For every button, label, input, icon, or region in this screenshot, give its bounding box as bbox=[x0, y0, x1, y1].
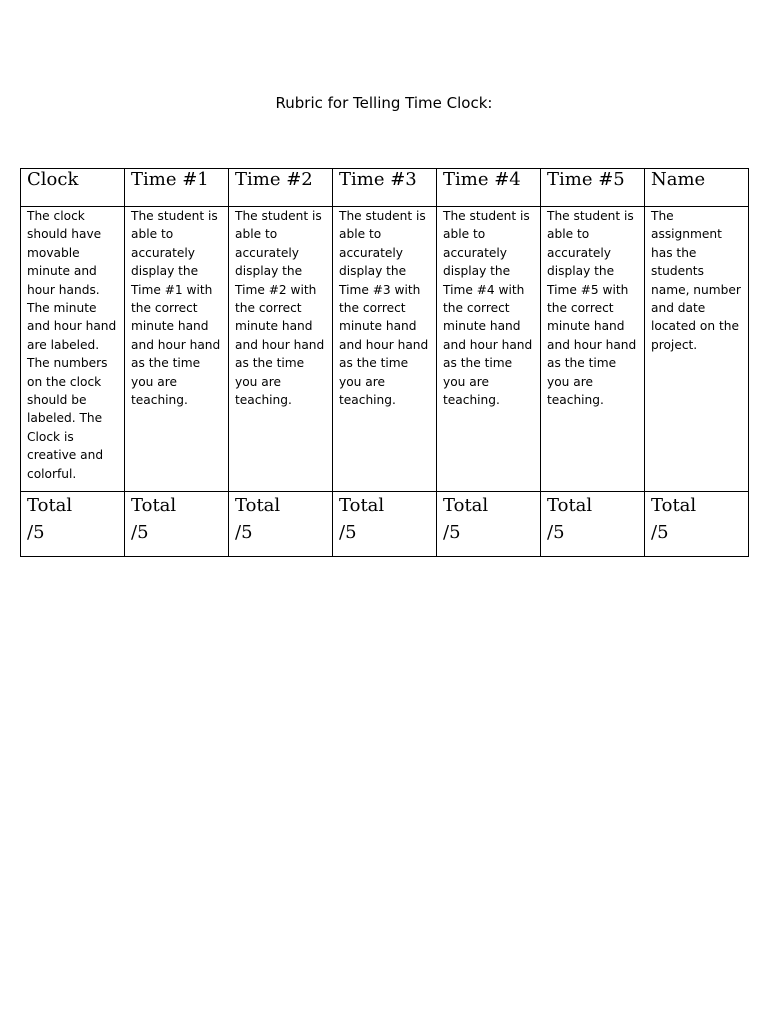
column-header-name: Name bbox=[645, 169, 749, 207]
column-header-clock: Clock bbox=[21, 169, 125, 207]
total-label: Total bbox=[131, 495, 177, 516]
table-total-row bbox=[21, 492, 749, 557]
total-cell-time-2 bbox=[229, 492, 333, 557]
column-header-time-4: Time #4 bbox=[437, 169, 541, 207]
total-score: /5 bbox=[651, 522, 669, 543]
total-score: /5 bbox=[547, 522, 565, 543]
total-cell-name bbox=[645, 492, 749, 557]
total-label: Total bbox=[651, 495, 697, 516]
criteria-cell-time-1: The student is able to accurately display the Time #1 with the correct minute hand and hour hand as the time you are teaching. bbox=[125, 207, 229, 492]
criteria-cell-time-5: The student is able to accurately display the Time #5 with the correct minute hand and hour hand as the time you are teaching. bbox=[541, 207, 645, 492]
total-cell-clock bbox=[21, 492, 125, 557]
table-header-row bbox=[21, 169, 749, 207]
total-cell-time-4 bbox=[437, 492, 541, 557]
document-title: Rubric for Telling Time Clock: bbox=[275, 94, 493, 112]
column-header-time-1: Time #1 bbox=[125, 169, 229, 207]
total-score: /5 bbox=[443, 522, 461, 543]
table-criteria-row bbox=[21, 207, 749, 492]
total-label: Total bbox=[235, 495, 281, 516]
total-score: /5 bbox=[339, 522, 357, 543]
column-header-time-5: Time #5 bbox=[541, 169, 645, 207]
total-label: Total bbox=[443, 495, 489, 516]
total-score: /5 bbox=[235, 522, 253, 543]
criteria-cell-name: The assignment has the students name, number and date located on the project. bbox=[645, 207, 749, 492]
criteria-cell-clock: The clock should have movable minute and hour hands. The minute and hour hand are labeled. The numbers on the clock should be labeled. The Clock is creative and colorful. bbox=[21, 207, 125, 492]
column-header-time-2: Time #2 bbox=[229, 169, 333, 207]
column-header-time-3: Time #3 bbox=[333, 169, 437, 207]
total-score: /5 bbox=[27, 522, 45, 543]
total-label: Total bbox=[339, 495, 385, 516]
criteria-cell-time-2: The student is able to accurately display the Time #2 with the correct minute hand and hour hand as the time you are teaching. bbox=[229, 207, 333, 492]
total-cell-time-1 bbox=[125, 492, 229, 557]
total-cell-time-5 bbox=[541, 492, 645, 557]
total-score: /5 bbox=[131, 522, 149, 543]
total-label: Total bbox=[27, 495, 73, 516]
total-label: Total bbox=[547, 495, 593, 516]
criteria-cell-time-3: The student is able to accurately display the Time #3 with the correct minute hand and hour hand as the time you are teaching. bbox=[333, 207, 437, 492]
criteria-cell-time-4: The student is able to accurately display the Time #4 with the correct minute hand and hour hand as the time you are teaching. bbox=[437, 207, 541, 492]
rubric-table bbox=[20, 168, 749, 557]
total-cell-time-3 bbox=[333, 492, 437, 557]
